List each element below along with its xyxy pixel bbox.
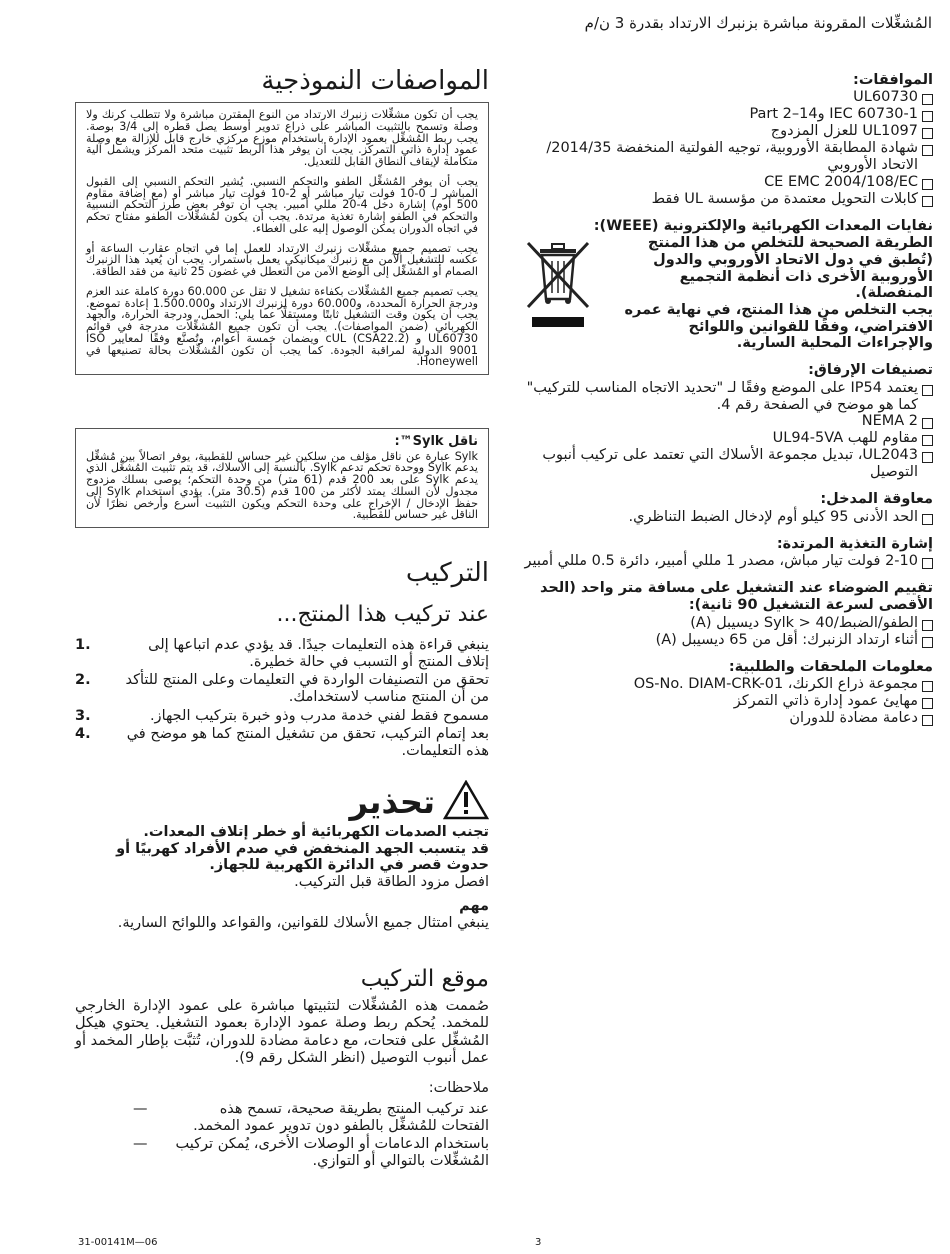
step-number: 4. bbox=[75, 726, 91, 743]
list-item bbox=[518, 191, 933, 208]
spec-paragraph: يجب أن تكون مشغِّلات زنبرك الارتداد من النوع المقترن مباشرة ولا تتطلب كرنك ولا وصلة وتسمح بالتثبيت المباشر على ذراع تدوير أوسط يصل قطره إلى 3/4 بوصة. يجب ربط المُشغِّل بعمود الإدارة باستخدام موزع مركزي خارج قابل للإزالة مع وصلة عمود إدارة ذاتي التمركز. يجب أن يوفر هذا الربط تثبيت متحد المركز ويشمل آلية متكاملة لإيقاف النطاق القابل للتعديل. bbox=[86, 108, 478, 168]
checkbox-icon bbox=[922, 128, 933, 139]
item-text: IEC 60730-1 وPart 2–14 bbox=[749, 106, 918, 123]
list-item bbox=[518, 413, 933, 430]
input-impedance-section bbox=[518, 491, 933, 525]
crossed-bin-icon bbox=[518, 235, 598, 333]
warning-heading bbox=[75, 780, 489, 824]
checkbox-icon bbox=[922, 620, 933, 631]
list-item bbox=[518, 140, 933, 174]
list-item bbox=[518, 123, 933, 140]
list-item bbox=[518, 447, 933, 481]
list-item bbox=[75, 672, 489, 705]
list-item bbox=[75, 726, 489, 759]
list-item bbox=[518, 174, 933, 191]
step-number: 1. bbox=[75, 637, 91, 653]
note-dash: — bbox=[133, 1100, 148, 1117]
note-dash: — bbox=[133, 1136, 148, 1153]
checkbox-icon bbox=[922, 145, 933, 156]
weee-section bbox=[518, 218, 933, 352]
list-item bbox=[75, 1136, 489, 1169]
important-title: مهم bbox=[459, 898, 489, 914]
checkbox-icon bbox=[922, 111, 933, 122]
weee-text: يجب التخلص من هذا المنتج، في نهاية عمره الافتراضي، وفقًا للقوانين واللوائح والإجراءات المحلية السارية. bbox=[624, 302, 933, 352]
sylk-box bbox=[75, 428, 489, 528]
step-number: 3. bbox=[75, 707, 91, 724]
list-item bbox=[518, 380, 933, 414]
weee-text: الطريقة الصحيحة للتخلص من هذا المنتج (تُطبق في دول الاتحاد الأوروبي والدول الأوروبية الأخرى ذات أنظمة التجميع المنفصلة). bbox=[647, 235, 933, 302]
spec-box bbox=[75, 102, 489, 375]
header-title: المُشغِّلات المقرونة مباشرة بزنبرك الارتداد بقدرة 3 ن/م bbox=[584, 14, 932, 32]
list-item bbox=[518, 615, 933, 632]
important-section bbox=[75, 898, 489, 933]
checkbox-icon bbox=[922, 715, 933, 726]
sylk-title: ناقل Sylk™: bbox=[394, 434, 478, 449]
feedback-section bbox=[518, 536, 933, 570]
checkbox-icon bbox=[922, 698, 933, 709]
location-title: موقع التركيب bbox=[360, 966, 489, 992]
noise-section bbox=[518, 580, 933, 649]
weee-body bbox=[518, 235, 933, 352]
accessories-section bbox=[518, 659, 933, 727]
install-section bbox=[75, 558, 489, 762]
note-text: عند تركيب المنتج بطريقة صحيحة، تسمح هذه الفتحات للمُشغِّل بالطفو دون تدوير عمود المخمد. bbox=[193, 1100, 489, 1134]
list-item bbox=[518, 430, 933, 447]
accessories-title: معلومات الملحقات والطلبية: bbox=[728, 658, 933, 675]
item-text: UL60730 bbox=[853, 89, 918, 106]
checkbox-icon bbox=[922, 558, 933, 569]
warning-line: تجنب الصدمات الكهربائية أو خطر إتلاف المعدات. bbox=[143, 824, 489, 840]
install-subtitle: عند تركيب هذا المنتج... bbox=[276, 602, 489, 627]
item-text: شهادة المطابقة الأوروبية، توجيه الفولتية المنخفضة 2014/35/الاتحاد الأوروبي bbox=[546, 140, 918, 174]
warning-line: قد يتسبب الجهد المنخفض في صدم الأفراد كهربيًا أو حدوث قصر في الدائرة الكهربية للجهاز. bbox=[116, 840, 489, 874]
list-item bbox=[518, 693, 933, 710]
notes-label: ملاحظات: bbox=[428, 1079, 489, 1096]
checkbox-icon bbox=[922, 94, 933, 105]
spec-paragraph: يجب تصميم جميع مشغِّلات زنبرك الارتداد للعمل إما في اتجاه عقارب الساعة أو عكسه للتشغيل الآمن مع زنبرك ميكانيكي يعمل باستمرار. يجب أن يُعيد هذا الزنبرك الصمام أو المُشغِّل إلى الوضع الآمن من التعطل في غضون 25 ثانية من فقد الطاقة. bbox=[86, 241, 478, 278]
item-text: مهايئ عمود إدارة ذاتي التمركز bbox=[733, 692, 918, 709]
list-item bbox=[518, 632, 933, 649]
warning-section bbox=[75, 780, 489, 891]
item-text: UL1097 للعزل المزدوج bbox=[770, 123, 918, 140]
spec-title: المواصفات النموذجية bbox=[261, 66, 489, 96]
list-item bbox=[75, 1101, 489, 1134]
notes-list bbox=[75, 1101, 489, 1170]
list-item bbox=[518, 89, 933, 106]
item-text: UL2043، تبديل مجموعة الأسلاك التي تعتمد على تركيب أنبوب التوصيل bbox=[542, 447, 918, 481]
page-number: 3 bbox=[535, 1237, 542, 1248]
list-item bbox=[518, 553, 933, 570]
item-text: 2-10 فولت تيار مباش، مصدر 1 مللي أمبير، دائرة 0.5 مللي أمبير bbox=[524, 553, 918, 569]
sylk-text: Sylk عبارة عن ناقل مؤلف من سلكين غير حساس للقطبية، يوفر اتصالاً بين مُشغِّل يدعم Sylk ووحدة تحكم تدعم Sylk. بالنسبة إلى الأسلاك، قد يتم تثبيت المُشغِّل الذي يدعم Sylk على بعد 200 قدم (61 متر) من وحدة التحكم؛ يوصى بسلك مزدوج مجدول لأن السلك يمتد لأكثر من 100 قدم (30.5 متر). يؤدي استخدام Sylk إلى حفظ الإدخال / الإخراج على وحدة التحكم ويكون التثبيت أسرع وأرخص نظرًا لأن الناقل غير حساس للقطبية. bbox=[86, 449, 479, 522]
item-text: مجموعة ذراع الكرنك، OS-No. DIAM-CRK-01 bbox=[633, 676, 918, 693]
checkbox-icon bbox=[922, 179, 933, 190]
list-item bbox=[518, 676, 933, 693]
install-steps bbox=[75, 637, 489, 760]
warning-title: تحذير bbox=[349, 783, 435, 821]
step-text: مسموح فقط لفني خدمة مدرب وذو خبرة بتركيب الجهاز. bbox=[149, 707, 489, 724]
feedback-title: إشارة التغذية المرتدة: bbox=[776, 535, 933, 552]
checkbox-icon bbox=[922, 452, 933, 463]
list-item bbox=[518, 509, 933, 526]
step-text: تحقق من التصنيفات الواردة في التعليمات وعلى المنتج للتأكد من أن المنتج مناسب لاستخدامك. bbox=[125, 672, 489, 706]
spec-paragraph: يجب أن يوفر المُشغِّل الطفو والتحكم النسبي. يُشير التحكم النسبي إلى القبول المباشر لـ 0-10 فولت تيار مباشر أو 2-10 فولت تيار مباشر أو (مع إضافة مقاوم 500 أوم) إشارة دخل 4-20 مللي أمبير. يجب أن توفر بعض طرز التحكم النسبية والتحكم في الطفو إشارة تغذية مرتدة. يجب أن يكون لمُشغِّلات الطفو مفتاح تحكم في اتجاه الدوران يمكن الوصول إليه على الغطاء. bbox=[86, 174, 478, 235]
list-item bbox=[518, 106, 933, 123]
weee-title: نفايات المعدات الكهربائية والإلكترونية (WEEE): bbox=[593, 218, 933, 235]
note-text: باستخدام الدعامات أو الوصلات الأخرى، يُمكن تركيب المُشغِّلات بالتوالي أو التوازي. bbox=[175, 1136, 489, 1169]
item-text: NEMA 2 bbox=[861, 413, 918, 430]
input-impedance-title: معاوقة المدخل: bbox=[820, 491, 933, 508]
weee-text-block bbox=[608, 235, 933, 352]
location-text: صُممت هذه المُشغِّلات لتثبيتها مباشرة على عمود الإدارة الخارجي للمخمد. يُحكم ربط وصلة عمود الإدارة بعمود التشغيل. يحتوي هيكل المُشغِّل على فتحات، مع دعامة مضادة للدوران، تُثبَّت بإطار المخمد أو عمل أنبوب التوصيل (انظر الشكل رقم 9). bbox=[75, 998, 489, 1067]
checkbox-icon bbox=[922, 514, 933, 525]
important-text: ينبغي امتثال جميع الأسلاك للقوانين، والقواعد واللوائح السارية. bbox=[117, 915, 489, 932]
enclosure-title: تصنيفات الإرفاق: bbox=[808, 362, 933, 379]
list-item bbox=[518, 710, 933, 727]
warning-normal: افصل مزود الطاقة قبل التركيب. bbox=[294, 874, 489, 891]
item-text: يعتمد IP54 على الموضع وفقًا لـ "تحديد الاتجاه المناسب للتركيب" كما هو موضح في الصفحة رقم 4. bbox=[526, 379, 918, 413]
checkbox-icon bbox=[922, 418, 933, 429]
location-section bbox=[75, 966, 489, 1172]
item-text: أثناء ارتداد الزنبرك: أقل من 65 ديسيبل (A) bbox=[655, 631, 918, 648]
noise-title: تقييم الضوضاء عند التشغيل على مسافة متر واحد (الحد الأقصى لسرعة التشغيل 90 ثانية): bbox=[539, 579, 933, 614]
item-text: مقاوم للهب UL94-5VA bbox=[772, 430, 918, 447]
approvals-title: الموافقات: bbox=[853, 72, 933, 88]
item-text: كابلات التحويل معتمدة من مؤسسة UL فقط bbox=[651, 191, 918, 208]
item-text: CE EMC 2004/108/EC bbox=[764, 174, 918, 191]
doc-number: 31-00141M—06 bbox=[78, 1237, 158, 1248]
checkbox-icon bbox=[922, 435, 933, 446]
item-text: الحد الأدنى 95 كيلو أوم لإدخال الضبط التناظري. bbox=[628, 508, 918, 525]
checkbox-icon bbox=[922, 681, 933, 692]
checkbox-icon bbox=[922, 385, 933, 396]
list-item bbox=[75, 708, 489, 725]
install-title: التركيب bbox=[405, 558, 489, 588]
warning-triangle-icon bbox=[443, 780, 489, 824]
step-number: 2. bbox=[75, 672, 91, 689]
checkbox-icon bbox=[922, 196, 933, 207]
enclosure-section bbox=[518, 362, 933, 481]
step-text: بعد إتمام التركيب، تحقق من تشغيل المنتج كما هو موضح في هذه التعليمات. bbox=[126, 726, 489, 760]
right-column bbox=[518, 72, 933, 737]
item-text: الطفو/الضبط/Sylk > 40 ديسيبل (A) bbox=[690, 614, 918, 631]
list-item bbox=[75, 637, 489, 670]
step-text: ينبغي قراءة هذه التعليمات جيدًا. قد يؤدي عدم اتباعها إلى إتلاف المنتج أو التسبب في حالة خطيرة. bbox=[148, 637, 489, 670]
approvals-section bbox=[518, 72, 933, 208]
spec-paragraph: يجب تصميم جميع المُشغِّلات بكفاءة تشغيل لا تقل عن 60.000 دورة كاملة عند العزم ودرجة الحرارة المحددة، و60.000 دورة لزنبرك الارتداد و1.500.000 إعادة تموضع. يجب أن يكون وقت التشغيل ثابتًا ومستقلًا عما يلي: الحمل، ودرجة الحرارة، والجهد الكهربائي (ضمن المواصفات). يجب أن تكون جميع المُشغِّلات مدرجة في قوائم UL60730 و cUL (CSA22.2) ويضمان خمسة أعوام، وتُصنَّع وفقًا لمعايير ISO 9001 الدولية لمراقبة الجودة. كما يجب أن تكون المُشغِّلات بحالة تصنيعها في Honeywell. bbox=[86, 284, 478, 369]
item-text: دعامة مضادة للدوران bbox=[789, 709, 918, 726]
checkbox-icon bbox=[922, 637, 933, 648]
